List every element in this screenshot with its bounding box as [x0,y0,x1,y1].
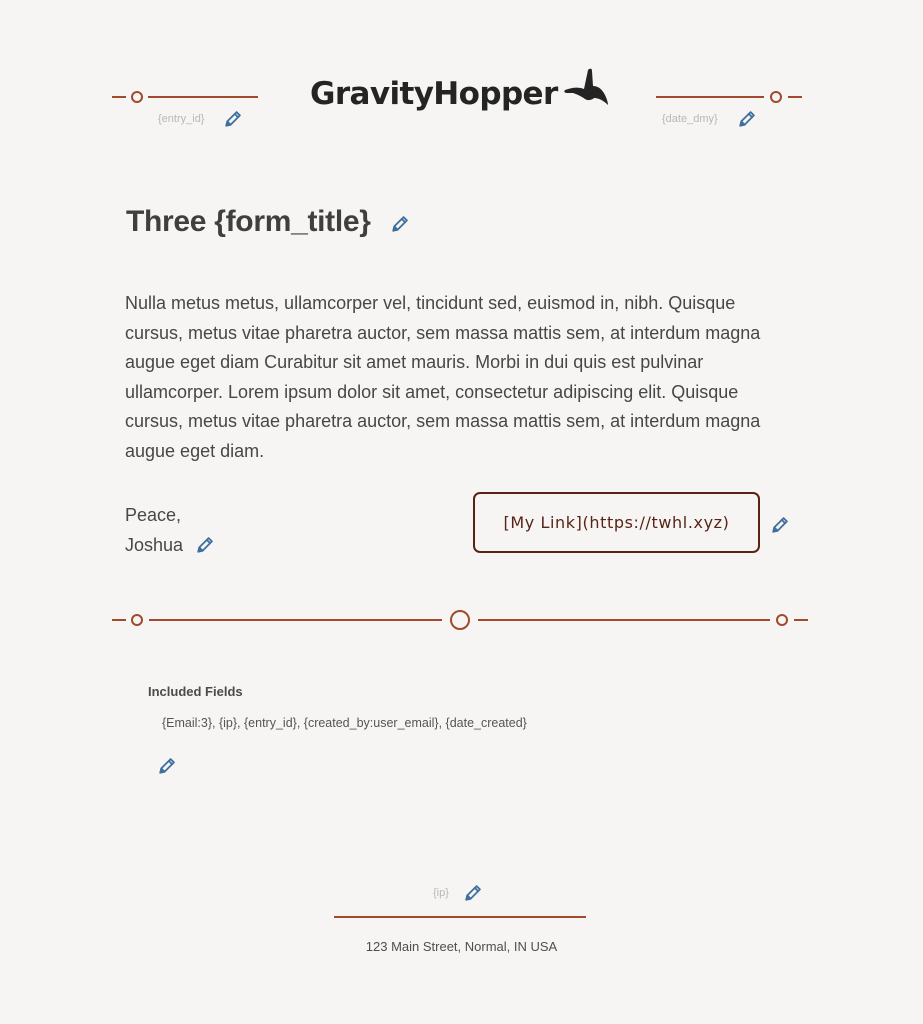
signoff-line-1: Peace, [125,505,182,525]
bird-icon [564,66,610,108]
header-left-line [148,96,258,98]
included-fields-label: Included Fields [148,684,243,699]
divider-left-dash [112,619,126,621]
divider-center-circle [450,610,470,630]
divider-left-line [149,619,442,621]
ip-pencil-icon[interactable] [463,883,483,903]
divider-left-circle [131,614,143,626]
body-paragraph: Nulla metus metus, ullamcorper vel, tincidunt sed, euismod in, nibh. Quisque cursus, metus vitae pharetra auctor, sem massa mattis sem, at interdum magna augue eget diam Curabitur sit amet mauris. Morbi in dui quis est pulvinar ullamcorper. Lorem ipsum dolor sit amet, consectetur adipiscing elit. Quisque cursus, metus vitae pharetra auctor, sem massa mattis sem, at interdum magna augue eget diam. [125,293,761,461]
divider-right-dash [794,619,808,621]
logo-text: GravityHopper [310,75,558,112]
footer-address: 123 Main Street, Normal, IN USA [365,939,558,954]
divider-right-circle [776,614,788,626]
my-link-button[interactable]: [My Link](https://twhl.xyz) [473,492,760,553]
ip-merge-tag: {ip} [433,887,449,899]
date-dmy-merge-tag: {date_dmy} [662,113,718,125]
header-right-circle [770,91,782,103]
entry-id-merge-tag: {entry_id} [158,113,205,125]
header-left-circle [131,91,143,103]
divider-right-line [478,619,770,621]
page-title: Three {form_title} [126,205,371,238]
header-right-dash [788,96,802,98]
title-pencil-icon[interactable] [390,214,410,234]
included-fields-pencil-icon[interactable] [157,756,177,776]
signoff-pencil-icon[interactable] [195,535,215,555]
footer-line [334,916,586,918]
entry-id-pencil-icon[interactable] [223,109,243,129]
link-pencil-icon[interactable] [770,515,790,535]
header-left-dash [112,96,126,98]
date-dmy-pencil-icon[interactable] [737,109,757,129]
included-fields-list: {Email:3}, {ip}, {entry_id}, {created_by:user_email}, {date_created} [162,716,527,730]
header-right-line [656,96,764,98]
logo [310,66,610,122]
signoff-line-2: Joshua [125,535,184,555]
